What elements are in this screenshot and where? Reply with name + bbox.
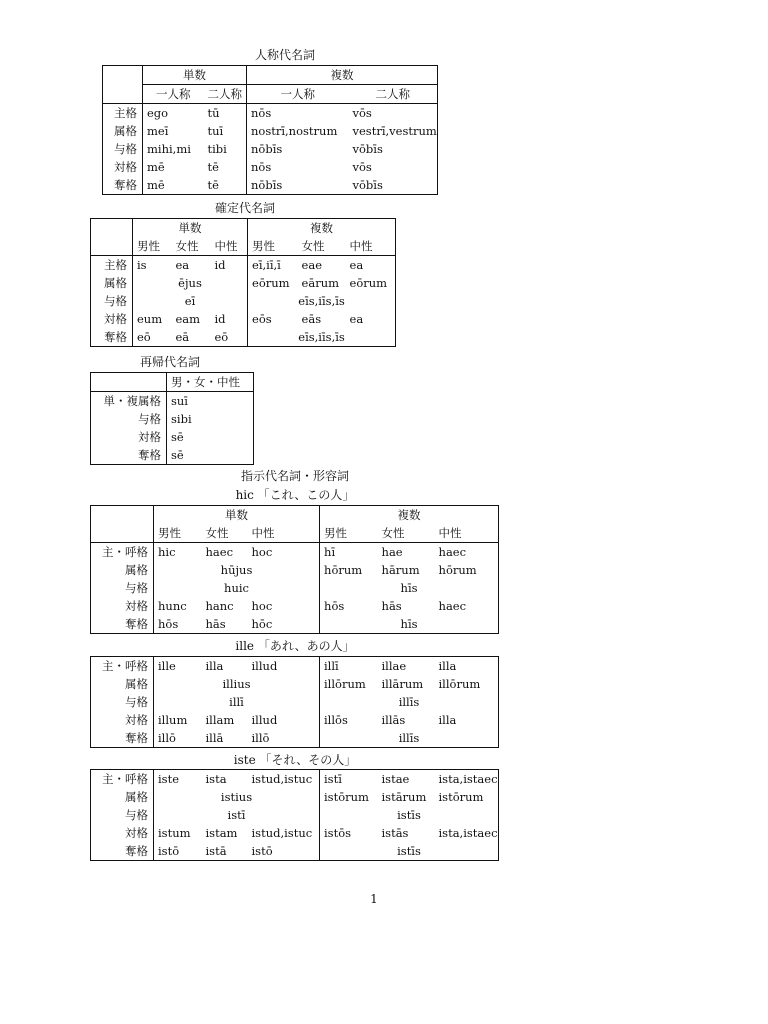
form-cell: illōrum (438, 677, 481, 691)
form-cell: eam (175, 312, 201, 326)
form-cell: haec (205, 545, 234, 559)
form-cell: istī (154, 806, 320, 824)
form-cell: illā (205, 731, 224, 745)
case-label: 主・呼格 (91, 543, 154, 562)
form-cell: istius (154, 788, 320, 806)
singular-header: 単数 (154, 506, 320, 525)
case-label: 対格 (103, 158, 143, 176)
form-cell: hōc (248, 615, 320, 634)
case-label: 与格 (91, 292, 133, 310)
table-row (91, 310, 396, 328)
form-cell: tibi (204, 140, 247, 158)
ille-title: ille 「あれ、あの人」 (235, 639, 355, 653)
gender-header: 男性 (248, 237, 298, 256)
form-cell: eōrum (349, 276, 388, 290)
form-cell: haec (438, 599, 467, 613)
form-cell: istō (248, 842, 320, 861)
gender-header: 中性 (248, 524, 320, 543)
hic-table (90, 505, 499, 634)
case-label: 主・呼格 (91, 657, 154, 676)
case-label: 与格 (103, 140, 143, 158)
form-cell: hic (158, 545, 176, 559)
form-cell: ego (147, 106, 169, 120)
demonstrative-pronoun-title: 指示代名詞・形容詞 (240, 469, 349, 483)
form-cell: nōbīs (251, 178, 283, 192)
table-row (103, 104, 438, 123)
table-row (91, 711, 499, 729)
form-cell: istōrum (438, 790, 484, 804)
table-row (91, 657, 499, 676)
form-cell: eō (211, 328, 248, 347)
form-cell: illārum (381, 677, 424, 691)
table-row (91, 292, 396, 310)
form-cell: istās (381, 826, 409, 840)
form-cell: istā (205, 844, 227, 858)
table-row (91, 410, 254, 428)
form-cell: nōbīs (251, 142, 283, 156)
form-cell: nōs (251, 106, 272, 120)
table-row (103, 158, 438, 176)
person-header: 一人称 (247, 85, 349, 104)
form-cell: hanc (205, 599, 234, 613)
form-cell: illīs (398, 695, 420, 709)
table-row (103, 176, 438, 195)
form-cell: illa (438, 713, 457, 727)
form-cell: hūjus (154, 561, 320, 579)
gender-header: 男性 (133, 237, 172, 256)
form-cell: eum (137, 312, 163, 326)
form-cell: eae (301, 258, 322, 272)
form-cell: meī (147, 124, 169, 138)
form-cell: hās (381, 599, 402, 613)
form-cell: hī (324, 545, 336, 559)
form-cell: ea (175, 258, 190, 272)
form-cell: istud,istuc (248, 824, 320, 842)
form-cell: hās (205, 617, 226, 631)
form-cell: tū (204, 104, 247, 123)
case-label: 奪格 (103, 176, 143, 195)
form-cell: istī (324, 772, 342, 786)
case-label: 対格 (91, 824, 154, 842)
form-cell: eā (175, 330, 190, 344)
case-label: 属格 (91, 274, 133, 292)
case-label: 奪格 (91, 729, 154, 748)
form-cell: id (211, 310, 248, 328)
form-cell: eās (301, 312, 322, 326)
case-label: 主格 (103, 104, 143, 123)
table-row (91, 675, 499, 693)
form-cell: hārum (381, 563, 420, 577)
form-cell: tē (204, 158, 247, 176)
form-cell: eō (137, 330, 151, 344)
case-label: 対格 (91, 711, 154, 729)
form-cell: istīs (397, 844, 421, 858)
form-cell: sē (171, 448, 184, 462)
case-label: 対格 (91, 597, 154, 615)
form-cell: hīs (400, 581, 418, 595)
gender-header: 女性 (298, 237, 346, 256)
case-label: 与格 (91, 806, 154, 824)
case-label: 奪格 (91, 328, 133, 347)
form-cell: tē (204, 176, 247, 195)
gender-header: 男性 (320, 524, 378, 543)
case-label: 属格 (91, 561, 154, 579)
form-cell: hōrum (324, 563, 363, 577)
table-row (91, 428, 254, 446)
form-cell: hōs (158, 617, 179, 631)
form-cell: ista,istaec (438, 772, 498, 786)
form-cell: illī (154, 693, 320, 711)
table-row (91, 274, 396, 292)
form-cell: nostrī,nostrum (251, 124, 338, 138)
form-cell: vōs (352, 160, 372, 174)
iste-title: iste 「それ、その人」 (233, 753, 357, 767)
table-row (103, 122, 438, 140)
person-header: 二人称 (349, 85, 438, 104)
reflexive-pronoun-table (90, 372, 254, 465)
corner-cell (91, 219, 133, 256)
form-cell: illī (324, 659, 339, 673)
person-header: 一人称 (143, 85, 204, 104)
iste-table (90, 769, 499, 861)
form-cell: illās (381, 713, 406, 727)
form-cell: iste (158, 772, 180, 786)
form-cell: eī (133, 292, 248, 310)
form-cell: ille (158, 659, 176, 673)
form-cell: vestrī,vestrum (352, 124, 437, 138)
corner-cell (91, 373, 167, 392)
form-cell: istō (158, 844, 180, 858)
gender-header: 女性 (378, 524, 435, 543)
form-cell: illō (248, 729, 320, 748)
form-cell: hōrum (438, 563, 477, 577)
form-cell: ea (349, 312, 364, 326)
gender-header: 男・女・中性 (167, 373, 254, 392)
form-cell: istum (158, 826, 191, 840)
form-cell: hoc (248, 597, 320, 615)
form-cell: eārum (301, 276, 340, 290)
case-label: 与格 (91, 579, 154, 597)
case-label: 与格 (91, 693, 154, 711)
case-label: 主・呼格 (91, 770, 154, 789)
form-cell: vōs (352, 106, 372, 120)
hic-title: hic 「これ、この人」 (235, 488, 355, 502)
plural-header: 複数 (397, 508, 421, 522)
case-label: 主格 (91, 256, 133, 275)
form-cell: illud (248, 657, 320, 676)
determinative-pronoun-title: 確定代名詞 (214, 201, 275, 215)
case-label: 単・複属格 (91, 392, 167, 411)
table-row (91, 392, 254, 411)
form-cell: illōs (324, 713, 348, 727)
case-label: 属格 (91, 675, 154, 693)
plural-header: 複数 (247, 66, 438, 85)
case-label: 対格 (91, 428, 167, 446)
table-row (91, 842, 499, 861)
table-row (91, 824, 499, 842)
form-cell: istōrum (324, 790, 369, 804)
gender-header: 男性 (154, 524, 202, 543)
table-row (91, 543, 499, 562)
form-cell: istārum (381, 790, 427, 804)
determinative-pronoun-table (90, 218, 396, 347)
form-cell: illae (381, 659, 407, 673)
gender-header: 女性 (172, 237, 211, 256)
case-label: 奪格 (91, 842, 154, 861)
ille-table (90, 656, 499, 748)
person-header: 二人称 (204, 85, 247, 104)
table-row (103, 140, 438, 158)
form-cell: eī,iī,ī (252, 258, 281, 272)
form-cell: haec (438, 545, 467, 559)
form-cell: mē (147, 160, 165, 174)
table-row (91, 806, 499, 824)
form-cell: id (211, 256, 248, 275)
form-cell: hae (381, 545, 403, 559)
form-cell: eōrum (252, 276, 290, 290)
form-cell: sibi (171, 412, 192, 426)
page-number: 1 (370, 892, 378, 906)
form-cell: suī (171, 394, 188, 408)
form-cell: illōrum (324, 677, 366, 691)
form-cell: ista (205, 772, 227, 786)
form-cell: eīs,iīs,īs (298, 330, 345, 344)
form-cell: hōs (324, 599, 345, 613)
case-label: 属格 (91, 788, 154, 806)
form-cell: illīs (398, 731, 420, 745)
table-row (91, 788, 499, 806)
form-cell: hoc (248, 543, 320, 562)
case-label: 奪格 (91, 446, 167, 465)
form-cell: eīs,iīs,īs (298, 294, 345, 308)
form-cell: vōbīs (352, 178, 383, 192)
form-cell: illius (154, 675, 320, 693)
table-row (91, 579, 499, 597)
personal-pronoun-title: 人称代名詞 (254, 48, 315, 62)
form-cell: sē (171, 430, 184, 444)
personal-pronoun-table (102, 65, 438, 195)
case-label: 属格 (103, 122, 143, 140)
table-row (91, 693, 499, 711)
form-cell: eōs (252, 312, 272, 326)
form-cell: is (137, 258, 147, 272)
case-label: 奪格 (91, 615, 154, 634)
form-cell: ea (349, 258, 364, 272)
form-cell: huic (154, 579, 320, 597)
table-row (91, 597, 499, 615)
table-row (91, 729, 499, 748)
form-cell: nōs (251, 160, 272, 174)
form-cell: istōs (324, 826, 352, 840)
case-label: 対格 (91, 310, 133, 328)
form-cell: hunc (158, 599, 187, 613)
table-row (91, 328, 396, 347)
reflexive-pronoun-title: 再帰代名詞 (139, 355, 200, 369)
gender-header: 中性 (211, 237, 248, 256)
form-cell: ējus (133, 274, 248, 292)
form-cell: illam (205, 713, 235, 727)
case-label: 与格 (91, 410, 167, 428)
form-cell: illa (205, 659, 224, 673)
table-row (91, 615, 499, 634)
corner-cell (91, 506, 154, 543)
form-cell: hīs (400, 617, 418, 631)
table-row (91, 446, 254, 465)
form-cell: illō (158, 731, 176, 745)
form-cell: istud,istuc (248, 770, 320, 789)
singular-header: 単数 (143, 66, 247, 85)
singular-header: 単数 (133, 219, 248, 238)
form-cell: tuī (204, 122, 247, 140)
form-cell: ista,istaec (438, 826, 498, 840)
gender-header: 女性 (202, 524, 248, 543)
gender-header: 中性 (346, 237, 396, 256)
form-cell: illum (158, 713, 188, 727)
corner-cell (103, 66, 143, 104)
form-cell: mihi,mi (147, 142, 191, 156)
form-cell: mē (147, 178, 165, 192)
form-cell: illud (248, 711, 320, 729)
table-row (91, 770, 499, 789)
plural-header: 複数 (310, 221, 334, 235)
form-cell: istīs (397, 808, 421, 822)
form-cell: istae (381, 772, 410, 786)
table-row (91, 256, 396, 275)
form-cell: vōbīs (352, 142, 383, 156)
form-cell: istam (205, 826, 238, 840)
gender-header: 中性 (435, 524, 499, 543)
form-cell: illa (438, 659, 457, 673)
table-row (91, 561, 499, 579)
